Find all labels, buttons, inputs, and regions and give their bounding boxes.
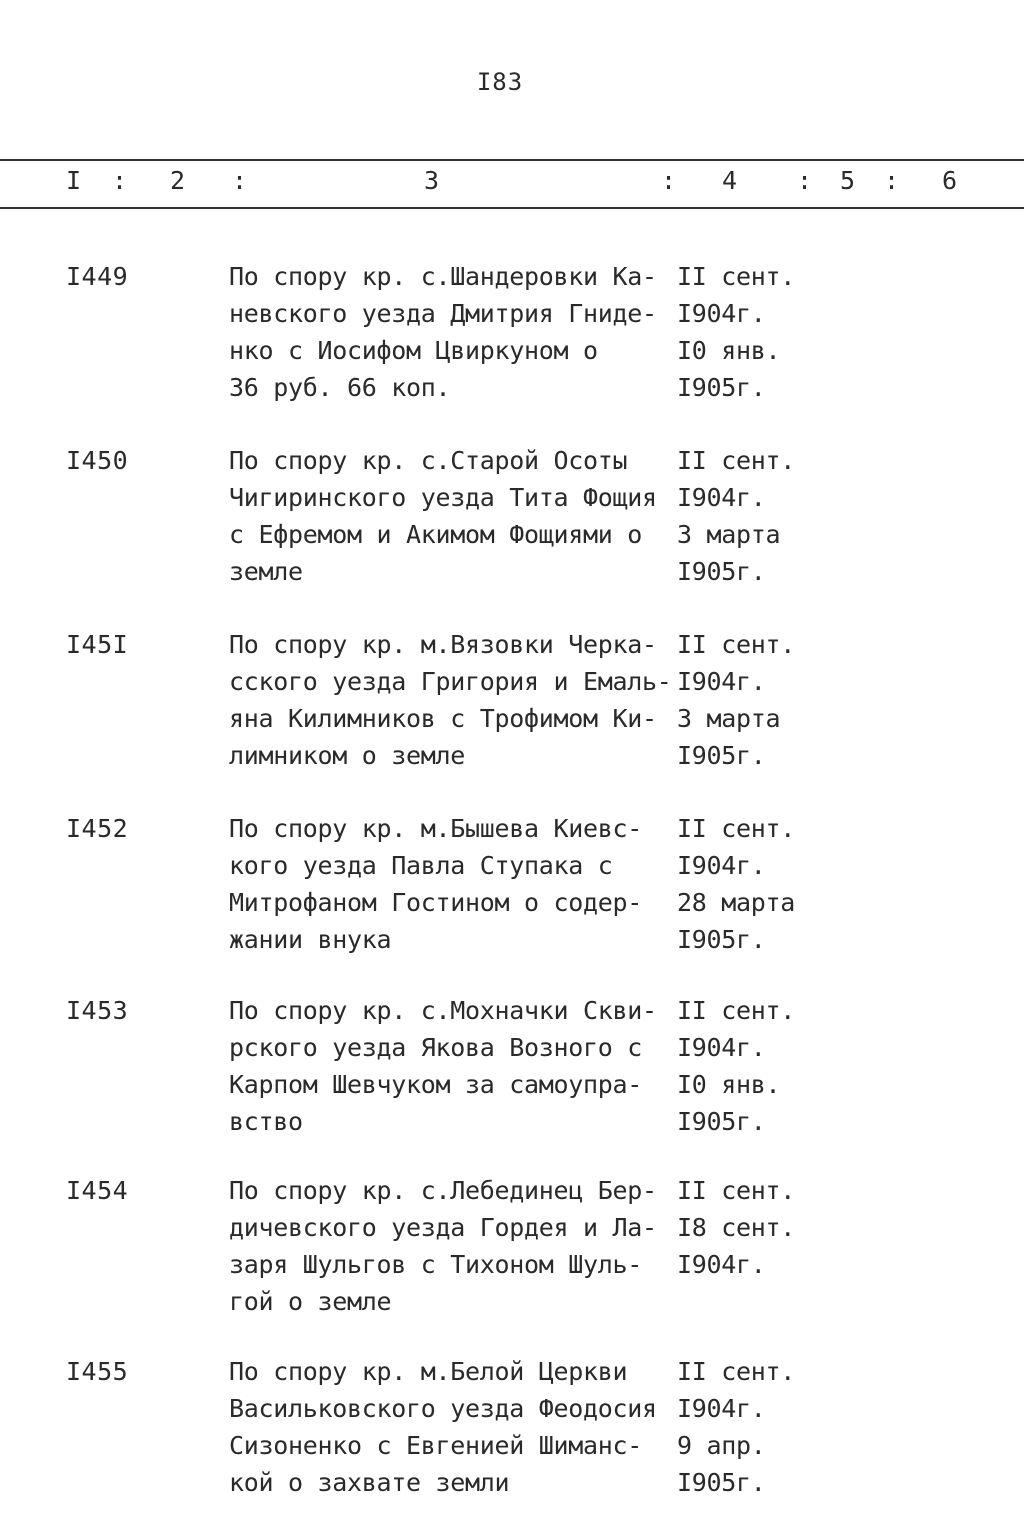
date-line: I905г. bbox=[677, 1107, 766, 1136]
date-line: II сент. bbox=[677, 262, 796, 291]
entry-number: I450 bbox=[66, 446, 129, 475]
description-line: дичевского уезда Гордея и Ла- bbox=[229, 1213, 657, 1242]
column-header-1: I bbox=[66, 166, 82, 195]
description-line: заря Шульгов с Тихоном Шуль- bbox=[229, 1250, 643, 1279]
entry-number: I455 bbox=[66, 1357, 129, 1386]
description-line: По спору кр. м.Бышева Киевс- bbox=[229, 814, 643, 843]
date-line: II сент. bbox=[677, 996, 796, 1025]
description-line: сского уезда Григория и Емаль- bbox=[229, 667, 672, 696]
date-line: I904г. bbox=[677, 483, 766, 512]
description-line: 36 руб. 66 коп. bbox=[229, 373, 451, 402]
description-line: яна Килимников с Трофимом Ки- bbox=[229, 704, 657, 733]
table-row bbox=[0, 992, 1024, 1140]
date-line: II сент. bbox=[677, 1176, 796, 1205]
table-row bbox=[0, 1353, 1024, 1501]
date-line: II сент. bbox=[677, 1357, 796, 1386]
table-row bbox=[0, 626, 1024, 774]
entry-dates bbox=[677, 442, 795, 590]
description-line: кого уезда Павла Ступака с bbox=[229, 851, 613, 880]
date-line: I905г. bbox=[677, 925, 766, 954]
description-line: По спору кр. м.Белой Церкви bbox=[229, 1357, 628, 1386]
entry-dates bbox=[677, 992, 795, 1140]
entry-description bbox=[229, 442, 657, 590]
date-line: I0 янв. bbox=[677, 336, 781, 365]
entry-dates bbox=[677, 1172, 795, 1283]
date-line: I904г. bbox=[677, 1394, 766, 1423]
description-line: кой о захвате земли bbox=[229, 1468, 510, 1497]
date-line: I904г. bbox=[677, 1033, 766, 1062]
column-separator: : bbox=[797, 166, 813, 195]
table-row bbox=[0, 1172, 1024, 1320]
date-line: I905г. bbox=[677, 1468, 766, 1497]
description-line: Карпом Шевчуком за самоупра- bbox=[229, 1070, 643, 1099]
description-line: По спору кр. с.Шандеровки Ка- bbox=[229, 262, 657, 291]
column-separator: : bbox=[661, 166, 677, 195]
entry-description bbox=[229, 1353, 657, 1501]
entry-description bbox=[229, 1172, 657, 1320]
column-header-4: 4 bbox=[722, 166, 738, 195]
description-line: земле bbox=[229, 557, 303, 586]
date-line: II сент. bbox=[677, 630, 796, 659]
column-header-3: 3 bbox=[424, 166, 440, 195]
date-line: I905г. bbox=[677, 557, 766, 586]
date-line: 28 марта bbox=[677, 888, 796, 917]
date-line: 9 апр. bbox=[677, 1431, 766, 1460]
column-header-5: 5 bbox=[840, 166, 856, 195]
table-header-bottom-rule bbox=[0, 207, 1024, 209]
entry-description bbox=[229, 810, 642, 958]
date-line: I8 сент. bbox=[677, 1213, 796, 1242]
entry-description bbox=[229, 626, 672, 774]
description-line: По спору кр. с.Мохначки Скви- bbox=[229, 996, 657, 1025]
date-line: I904г. bbox=[677, 299, 766, 328]
description-line: Митрофаном Гостином о содер- bbox=[229, 888, 643, 917]
entry-dates bbox=[677, 1353, 795, 1501]
description-line: По спору кр. с.Старой Осоты bbox=[229, 446, 628, 475]
date-line: II сент. bbox=[677, 814, 796, 843]
date-line: I0 янв. bbox=[677, 1070, 781, 1099]
description-line: Сизоненко с Евгенией Шиманс- bbox=[229, 1431, 643, 1460]
date-line: I904г. bbox=[677, 851, 766, 880]
entry-number: I45I bbox=[66, 630, 129, 659]
description-line: невского уезда Дмитрия Гниде- bbox=[229, 299, 657, 328]
column-header-2: 2 bbox=[170, 166, 186, 195]
description-line: По спору кр. с.Лебединец Бер- bbox=[229, 1176, 657, 1205]
description-line: рского уезда Якова Возного с bbox=[229, 1033, 643, 1062]
date-line: 3 марта bbox=[677, 704, 781, 733]
description-line: лимником о земле bbox=[229, 741, 466, 770]
entry-number: I453 bbox=[66, 996, 129, 1025]
table-row bbox=[0, 810, 1024, 958]
column-header-6: 6 bbox=[942, 166, 958, 195]
entry-description bbox=[229, 258, 657, 406]
entry-dates bbox=[677, 626, 795, 774]
column-separator: : bbox=[232, 166, 248, 195]
description-line: вство bbox=[229, 1107, 303, 1136]
date-line: I905г. bbox=[677, 741, 766, 770]
entry-dates bbox=[677, 258, 795, 406]
column-separator: : bbox=[884, 166, 900, 195]
description-line: По спору кр. м.Вязовки Черка- bbox=[229, 630, 657, 659]
description-line: жании внука bbox=[229, 925, 392, 954]
description-line: нко с Иосифом Цвиркуном о bbox=[229, 336, 598, 365]
table-header-top-rule bbox=[0, 159, 1024, 161]
description-line: гой о земле bbox=[229, 1287, 392, 1316]
date-line: I904г. bbox=[677, 667, 766, 696]
entry-number: I452 bbox=[66, 814, 129, 843]
date-line: I904г. bbox=[677, 1250, 766, 1279]
column-separator: : bbox=[112, 166, 128, 195]
date-line: II сент. bbox=[677, 446, 796, 475]
entry-number: I449 bbox=[66, 262, 129, 291]
entry-description bbox=[229, 992, 657, 1140]
table-row bbox=[0, 442, 1024, 590]
description-line: Васильковского уезда Феодосия bbox=[229, 1394, 657, 1423]
description-line: Чигиринского уезда Тита Фощия bbox=[229, 483, 657, 512]
page-number: I83 bbox=[476, 68, 524, 96]
entry-dates bbox=[677, 810, 795, 958]
table-row bbox=[0, 258, 1024, 406]
entry-number: I454 bbox=[66, 1176, 129, 1205]
date-line: 3 марта bbox=[677, 520, 781, 549]
date-line: I905г. bbox=[677, 373, 766, 402]
description-line: с Ефремом и Акимом Фощиями о bbox=[229, 520, 643, 549]
